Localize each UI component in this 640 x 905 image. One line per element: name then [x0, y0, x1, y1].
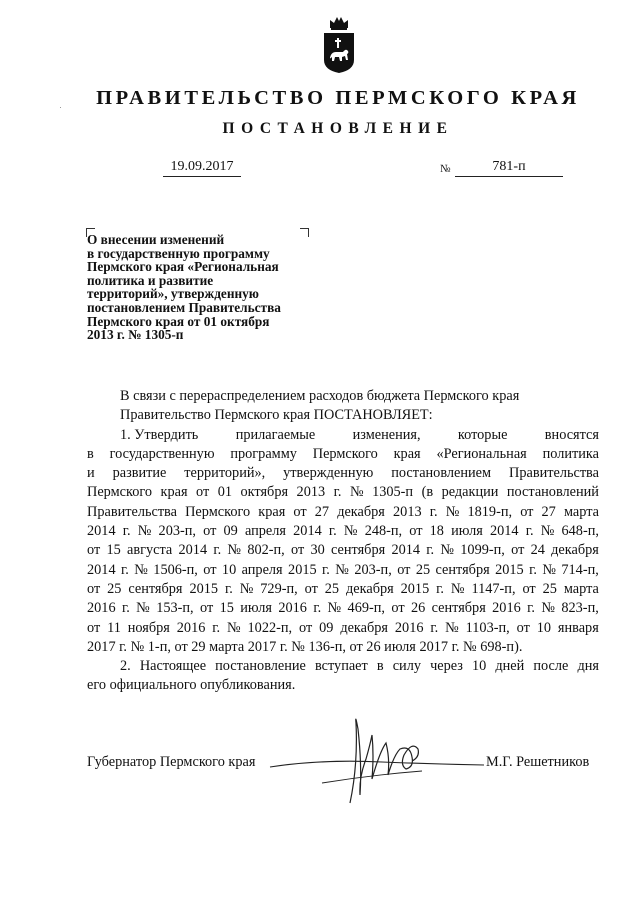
- subject-line: в государственную программу: [87, 245, 270, 261]
- body-word: №: [226, 619, 241, 636]
- body-word: 25: [542, 580, 557, 597]
- body-word: июля: [451, 523, 483, 540]
- body-word: его официального опубликования.: [87, 677, 296, 694]
- body-word: г.: [525, 523, 534, 540]
- body-word: 2014: [489, 523, 519, 540]
- body-word: 2016: [87, 600, 116, 617]
- body-word: г.: [121, 561, 129, 578]
- body-word: 09: [319, 619, 334, 636]
- body-word: вступает: [314, 658, 368, 675]
- body-word: 1022-п,: [247, 619, 293, 636]
- body-word: (в: [421, 484, 434, 501]
- body-word: сентября: [128, 580, 183, 597]
- body-word: 25: [324, 580, 340, 597]
- body-word: декабря: [340, 619, 389, 636]
- body-word: от: [520, 503, 534, 520]
- body-word: дней: [495, 658, 525, 675]
- body-word: от: [203, 561, 217, 578]
- body-word: ноября: [127, 619, 170, 636]
- body-word: от: [87, 580, 101, 597]
- body-line: [87, 503, 599, 522]
- body-word: г.: [430, 619, 439, 636]
- body-word: №: [349, 484, 364, 501]
- body-line: [87, 406, 599, 425]
- body-word: программу: [230, 445, 297, 462]
- body-word: от: [391, 600, 405, 617]
- body-word: 2016: [176, 619, 206, 636]
- body-word: №: [134, 561, 148, 578]
- body-word: края: [393, 445, 421, 462]
- body-word: сентября: [331, 542, 386, 559]
- body-word: г.: [322, 561, 330, 578]
- body-word: 24: [530, 542, 545, 559]
- government-name: ПРАВИТЕЛЬСТВО ПЕРМСКОГО КРАЯ: [96, 87, 580, 109]
- body-word: Настоящее: [139, 658, 207, 675]
- body-word: государственную: [109, 445, 215, 462]
- body-line: [87, 445, 599, 464]
- body-word: №: [541, 600, 555, 617]
- body-word: г.: [122, 523, 131, 540]
- body-word: от: [522, 580, 536, 597]
- body-word: октября: [240, 484, 289, 501]
- body-word: 27: [541, 503, 556, 520]
- body-line: [87, 619, 599, 638]
- body-word: №: [542, 561, 556, 578]
- body-word: 25: [415, 561, 431, 578]
- body-word: от: [87, 542, 101, 559]
- body-word: г.: [333, 484, 342, 501]
- subject-line: О внесении изменений: [87, 232, 225, 247]
- body-word: 2017 г. № 1-п, от 29 марта 2017 г. № 136-п, от 26 июля 2017 г. № 698-п).: [87, 638, 523, 655]
- body-word: вносятся: [544, 426, 599, 443]
- body-word: 469-п,: [347, 600, 385, 617]
- body-word: 15: [219, 600, 234, 617]
- body-word: 2016: [278, 600, 307, 617]
- body-word: дня: [577, 658, 599, 675]
- body-word: 648-п,: [561, 523, 599, 540]
- body-word: которые: [457, 426, 508, 443]
- body-line: [87, 522, 599, 541]
- body-word: края: [160, 484, 188, 501]
- document-date: 19.09.2017: [163, 158, 241, 177]
- body-word: 2015: [400, 580, 430, 597]
- body-word: Правительства: [87, 503, 177, 520]
- subject-line: Пермского края от 01 октября: [87, 313, 270, 329]
- body-word: и: [87, 465, 95, 482]
- body-word: в: [376, 658, 384, 675]
- body-word: 823-п,: [561, 600, 599, 617]
- signatory-position: Губернатор Пермского края: [87, 754, 256, 770]
- decree-body: [87, 387, 599, 696]
- body-word: 2014: [87, 561, 116, 578]
- body-word: от: [196, 484, 210, 501]
- body-word: 27: [314, 503, 330, 520]
- body-word: 2016: [394, 619, 424, 636]
- body-word: г.: [529, 561, 537, 578]
- body-word: сентября: [435, 561, 490, 578]
- body-line: [87, 676, 599, 695]
- number-sign: №: [440, 163, 451, 175]
- body-word: 2014: [178, 542, 208, 559]
- body-line: [87, 483, 599, 502]
- body-word: утвержденную: [283, 465, 374, 482]
- body-word: 2015: [495, 561, 524, 578]
- governor-signature: [262, 705, 492, 810]
- body-word: №: [327, 600, 342, 617]
- body-word: 2016: [492, 600, 521, 617]
- body-word: 10: [472, 658, 487, 675]
- body-line: [87, 638, 599, 657]
- body-word: от: [200, 600, 214, 617]
- body-word: декабря: [337, 503, 385, 520]
- body-word: от: [409, 523, 423, 540]
- body-word: 26: [410, 600, 426, 617]
- body-word: 25: [107, 580, 122, 597]
- subject-line: политика и развитие: [87, 272, 214, 288]
- body-word: постановлений: [506, 484, 599, 501]
- body-line: [87, 561, 599, 580]
- body-word: №: [445, 619, 459, 636]
- body-word: от: [87, 619, 101, 636]
- body-word: г.: [313, 600, 322, 617]
- document-type: ПОСТАНОВЛЕНИЕ: [222, 120, 454, 137]
- body-word: Пермского: [185, 503, 251, 520]
- body-word: №: [137, 523, 152, 540]
- body-word: в: [87, 445, 94, 462]
- body-word: декабря: [346, 580, 394, 597]
- body-word: от: [291, 542, 305, 559]
- body-word: от: [516, 619, 530, 636]
- subject-line: постановлением Правительства: [87, 299, 281, 315]
- body-word: развитие: [112, 465, 167, 482]
- body-word: 01: [217, 484, 233, 501]
- body-word: постановлением: [391, 465, 492, 482]
- body-word: 802-п,: [247, 542, 285, 559]
- body-word: постановление: [215, 658, 306, 675]
- body-line: [87, 426, 599, 445]
- body-word: 2013: [393, 503, 422, 520]
- body-word: 1506-п,: [153, 561, 198, 578]
- body-word: 153-п,: [156, 600, 194, 617]
- body-word: 10: [221, 561, 237, 578]
- body-word: 11: [107, 619, 121, 636]
- body-word: г.: [436, 580, 444, 597]
- body-line: [87, 657, 599, 676]
- body-word: №: [227, 542, 242, 559]
- body-word: №: [540, 523, 555, 540]
- body-word: 714-п,: [561, 561, 599, 578]
- body-word: политика: [542, 445, 599, 462]
- body-word: Пермского: [312, 445, 378, 462]
- body-word: №: [343, 523, 358, 540]
- body-word: Правительства: [509, 465, 599, 482]
- body-word: июля: [240, 600, 272, 617]
- body-word: января: [557, 619, 599, 636]
- body-word: апреля: [241, 561, 283, 578]
- body-word: края: [258, 503, 286, 520]
- signatory-name: М.Г. Решетников: [486, 754, 590, 770]
- body-word: 2014: [293, 523, 322, 540]
- body-word: «Региональная: [436, 445, 527, 462]
- body-line: [87, 541, 599, 560]
- body-word: г.: [429, 503, 438, 520]
- body-word: 1819-п,: [467, 503, 513, 520]
- body-word: прилагаемые: [235, 426, 316, 443]
- body-line: [87, 464, 599, 483]
- body-word: 2.: [120, 658, 131, 675]
- body-word: августа: [127, 542, 173, 559]
- body-word: апреля: [244, 523, 286, 540]
- body-word: 18: [429, 523, 444, 540]
- perm-krai-coat-of-arms-icon: [322, 14, 356, 74]
- body-word: №: [450, 580, 465, 597]
- body-word: 248-п,: [364, 523, 403, 540]
- body-word: от: [203, 523, 217, 540]
- body-line: [87, 580, 599, 599]
- subject-line: 2013 г. № 1305-п: [87, 327, 184, 343]
- body-word: от: [304, 580, 318, 597]
- body-word: марта: [563, 503, 599, 520]
- body-word: г.: [121, 600, 130, 617]
- body-word: от: [293, 503, 307, 520]
- subject-line: Пермского края «Региональная: [87, 259, 279, 275]
- body-word: 1099-п,: [460, 542, 505, 559]
- body-word: 15: [106, 542, 121, 559]
- body-word: 2013: [296, 484, 326, 501]
- body-word: №: [335, 561, 349, 578]
- subject-line: территорий», утвержденную: [87, 286, 259, 302]
- body-word: от: [511, 542, 525, 559]
- body-word: №: [136, 600, 150, 617]
- body-word: г.: [328, 523, 337, 540]
- body-word: 1305-п: [372, 484, 414, 501]
- body-word: после: [533, 658, 569, 675]
- body-word: 10: [536, 619, 552, 636]
- body-word: через: [430, 658, 463, 675]
- body-word: территорий»,: [184, 465, 266, 482]
- body-word: марта: [563, 580, 599, 597]
- body-word: 1103-п,: [465, 619, 510, 636]
- body-word: от: [397, 561, 411, 578]
- body-word: г.: [224, 580, 233, 597]
- body-word: г.: [212, 619, 221, 636]
- body-word: редакции: [441, 484, 499, 501]
- body-word: 2014: [391, 542, 421, 559]
- body-word: 2014: [87, 523, 116, 540]
- body-word: 729-п,: [260, 580, 298, 597]
- decree-subject: [87, 233, 322, 342]
- body-word: от: [299, 619, 313, 636]
- body-word: г.: [213, 542, 222, 559]
- body-word: №: [440, 542, 455, 559]
- body-word: 1. Утвердить: [120, 426, 199, 443]
- body-word: №: [239, 580, 254, 597]
- body-word: 203-п,: [158, 523, 196, 540]
- body-word: Правительство Пермского края ПОСТАНОВЛЯЕТ:: [120, 407, 433, 424]
- body-word: г.: [527, 600, 535, 617]
- body-word: г.: [426, 542, 435, 559]
- document-number: 781-п: [455, 158, 563, 177]
- body-word: 30: [310, 542, 325, 559]
- body-word: В связи с перераспределением расходов бюджета Пермского края: [120, 388, 520, 404]
- body-word: 2015: [189, 580, 219, 597]
- body-word: 1147-п,: [471, 580, 516, 597]
- body-word: №: [445, 503, 460, 520]
- body-word: сентября: [431, 600, 486, 617]
- body-word: изменения,: [352, 426, 421, 443]
- body-word: 203-п,: [354, 561, 392, 578]
- body-word: 09: [223, 523, 238, 540]
- body-word: Пермского: [87, 484, 153, 501]
- body-word: силу: [392, 658, 421, 675]
- body-line: [87, 599, 599, 618]
- body-line: [87, 387, 599, 406]
- body-word: 2015: [288, 561, 317, 578]
- body-word: декабря: [551, 542, 599, 559]
